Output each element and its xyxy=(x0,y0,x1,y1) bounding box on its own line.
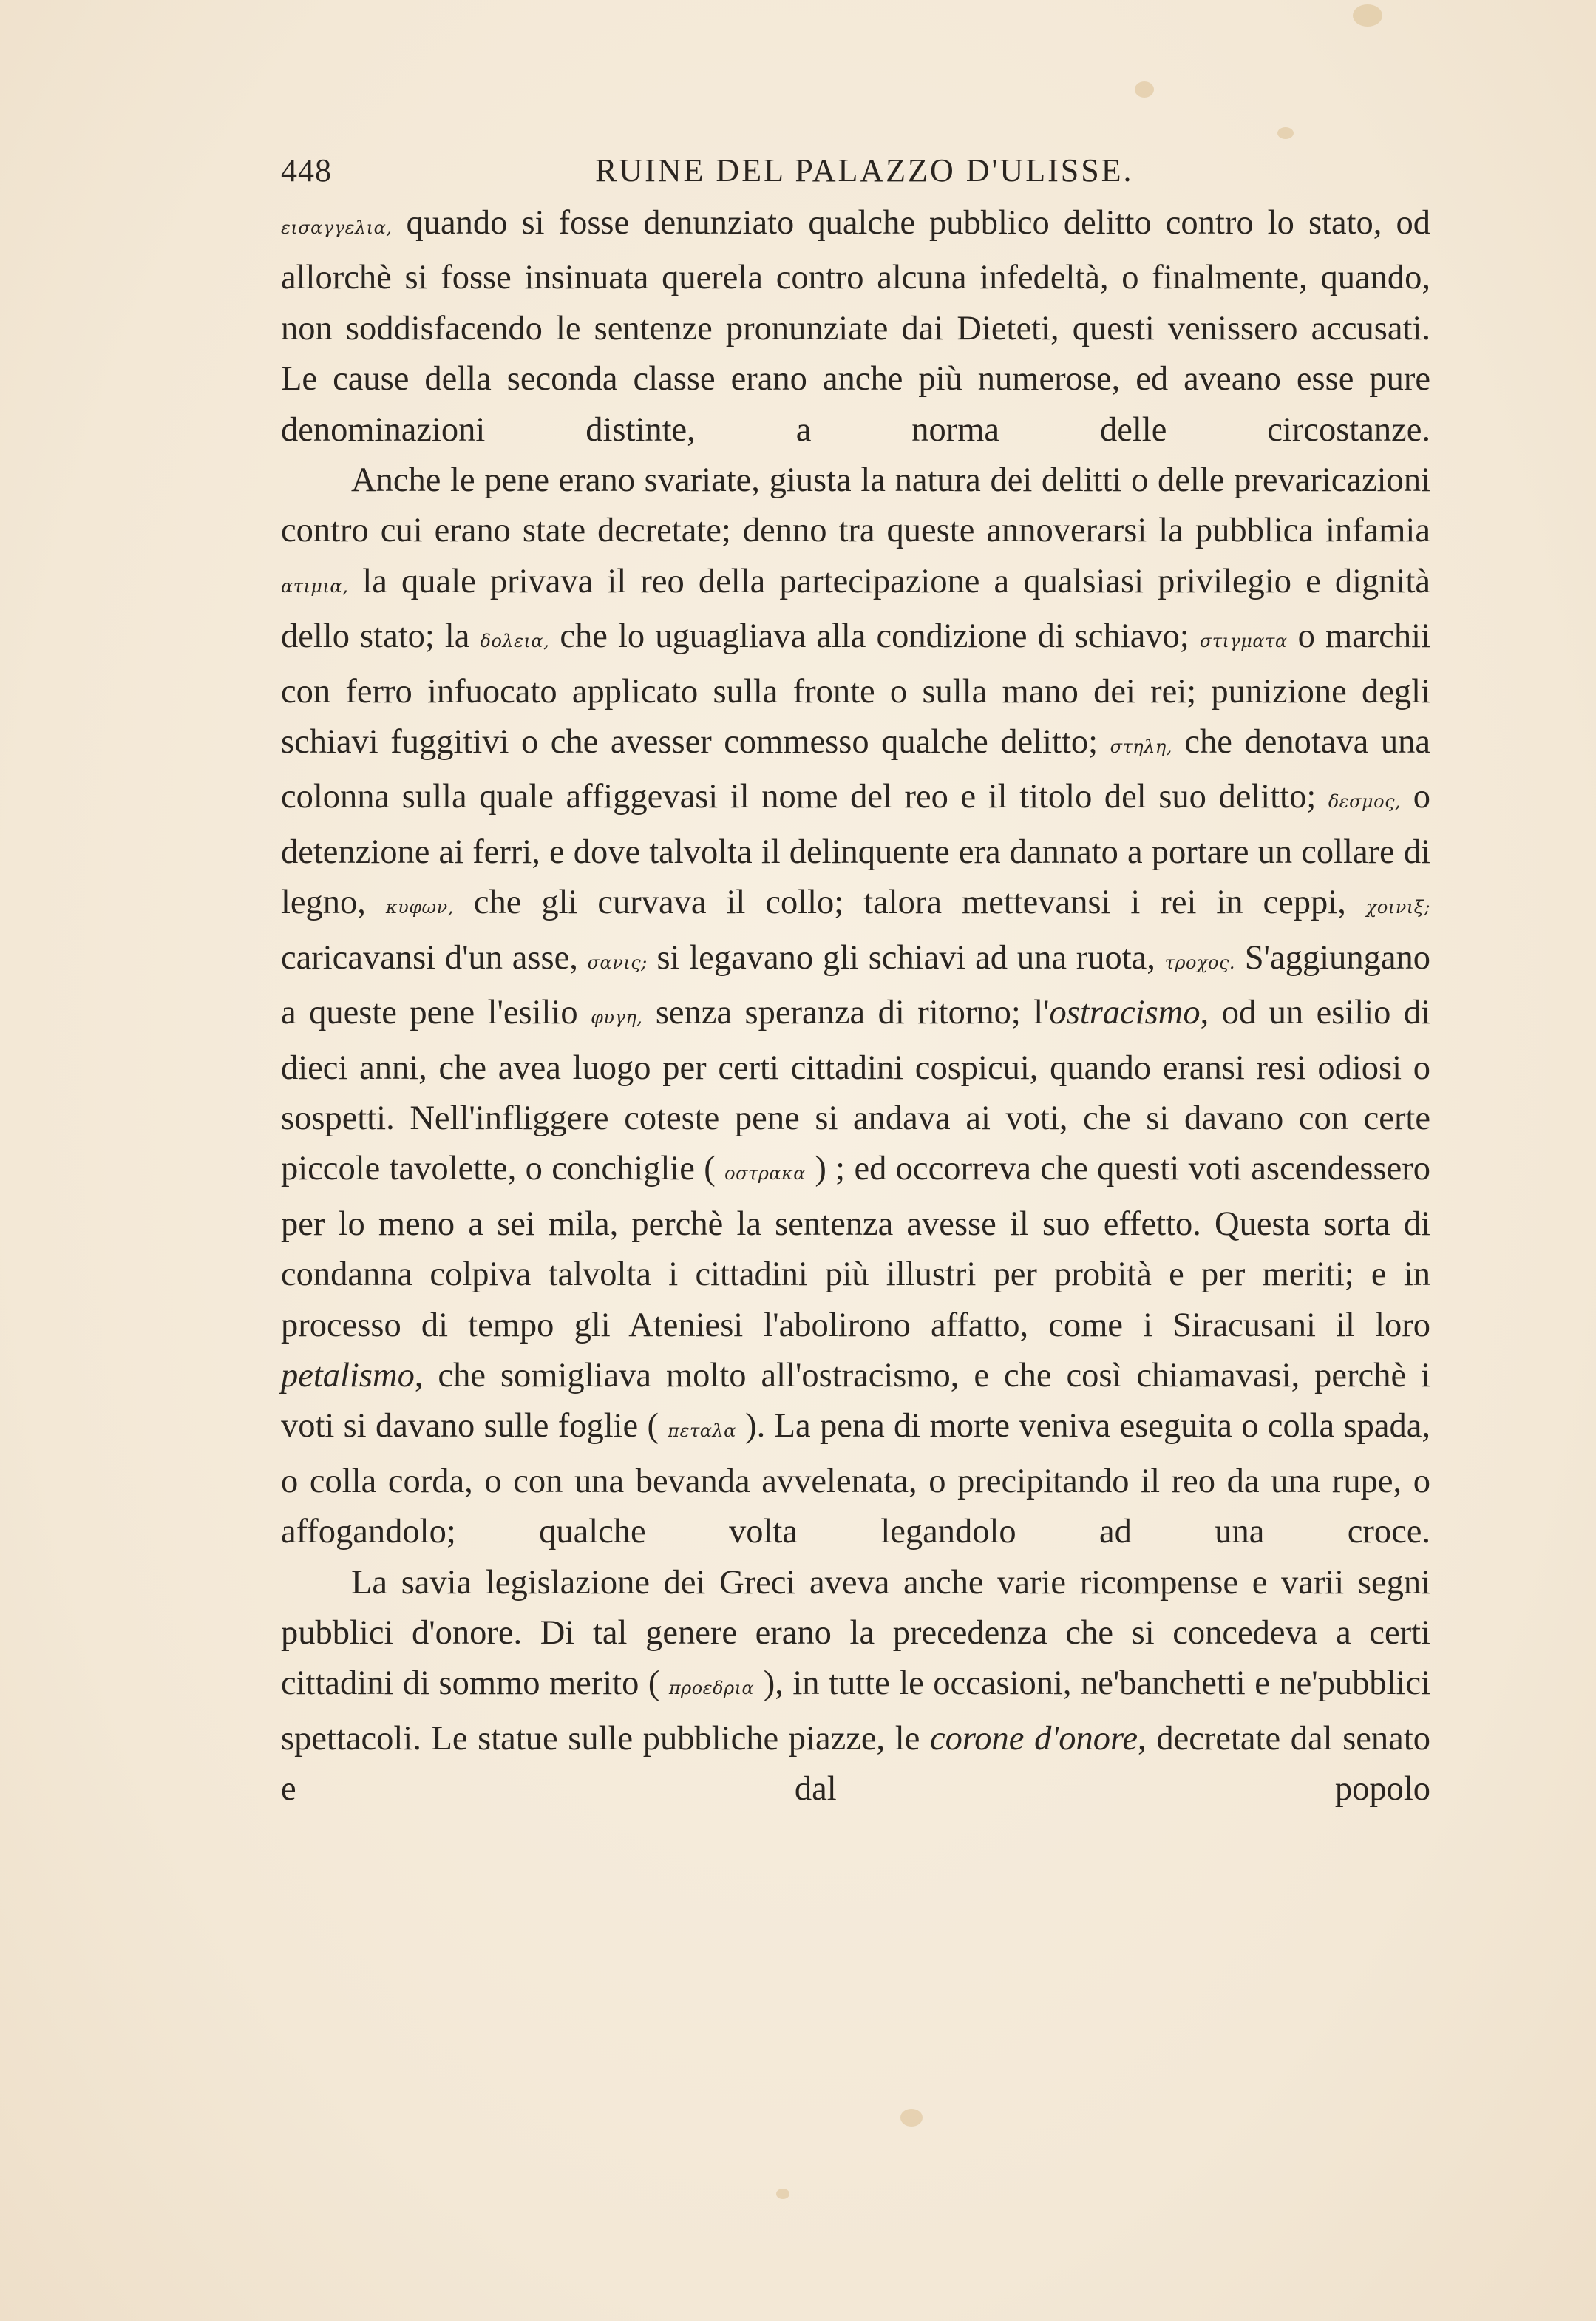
italic-term: petalismo xyxy=(281,1356,415,1395)
text-run: o detenzione ai ferri, e dove talvolta il delinquente era dannato a portare un collare di legno, xyxy=(281,778,1430,922)
greek-term: δολεια, xyxy=(480,631,550,652)
greek-term: φυγη, xyxy=(591,1007,643,1029)
text-run: che gli curvava il collo; talora mettevansi i rei in ceppi, xyxy=(453,884,1366,922)
greek-term: πεταλα xyxy=(668,1420,736,1442)
text-run: ), in tutte le occasioni, ne'banchetti e ne'pubblici spettacoli. Le statue sulle pubbliche piazze, le xyxy=(281,1664,1430,1758)
paragraph-2 xyxy=(281,455,1430,1558)
text-run: , che somigliava molto all'ostracismo, e che così chiamavasi, perchè i voti si davano sulle foglie ( xyxy=(281,1356,1430,1446)
greek-term: εισαγγελια, xyxy=(281,217,393,238)
greek-term: οστρακα xyxy=(724,1163,806,1185)
text-run: , decretate dal senato e dal popolo xyxy=(281,1719,1430,1809)
greek-term: ατιμια, xyxy=(281,575,349,597)
greek-term: δεσμος, xyxy=(1328,791,1402,813)
foxing-spot xyxy=(1277,127,1294,139)
greek-term: χοινιξ; xyxy=(1365,897,1431,918)
page-number: 448 xyxy=(281,152,332,189)
page-header xyxy=(281,152,1434,196)
text-run: che lo uguagliava alla condizione di schiavo; xyxy=(549,617,1200,656)
paragraph-1 xyxy=(281,198,1430,455)
greek-term: στιγματα xyxy=(1199,631,1288,652)
text-run: , od un esilio di dieci anni, che avea luogo per certi cittadini cospicui, quando eransi resi odiosi o sospetti. Nell'infliggere coteste pene si andava ai voti, che si davano con certe piccole tavolette, o conchiglie ( xyxy=(281,994,1431,1188)
text-run: si legavano gli schiavi ad una ruota, xyxy=(647,938,1165,977)
greek-term: στηλη, xyxy=(1110,736,1172,758)
text-run: che denotava una colonna sulla quale affiggevasi il nome del reo e il titolo del suo delitto; xyxy=(281,723,1430,816)
foxing-spot xyxy=(900,2109,923,2127)
greek-term: προεδρια xyxy=(668,1678,755,1699)
text-run: Anche le pene erano svariate, giusta la natura dei delitti o delle prevaricazioni contro cui erano state decretate; denno tra queste annoverarsi la pubblica infamia xyxy=(281,461,1430,550)
text-run: S'aggiungano a queste pene l'esilio xyxy=(281,938,1430,1032)
text-run: o marchii con ferro infuocato applicato sulla fronte o sulla mano dei rei; punizione degli schiavi fuggitivi o che avesser commesso qualche delitto; xyxy=(281,617,1430,762)
italic-term: corone d'onore xyxy=(930,1719,1138,1758)
text-run: ) ; ed occorreva che questi voti ascendessero per lo meno a sei mila, perchè la sentenza avesse il suo effetto. Questa sorta di condanna colpiva talvolta i cittadini più illustri per probità e per meriti; e in processo di tempo gli Ateniesi l'abolirono affatto, come i Siracusani il loro xyxy=(281,1150,1430,1344)
text-run: ). La pena di morte veniva eseguita o colla spada, o colla corda, o con una bevanda avvelenata, o precipitando il reo da una rupe, o affogandolo; qualche volta legandolo ad una croce. xyxy=(281,1407,1430,1551)
text-run: La savia legislazione dei Greci aveva anche varie ricompense e varii segni pubblici d'onore. Di tal genere erano la precedenza che si concedeva a certi cittadini di sommo merito ( xyxy=(281,1563,1430,1703)
text-run: quando si fosse denunziato qualche pubblico delitto contro lo stato, od allorchè si fosse insinuata querela contro alcuna infedeltà, o finalmente, quando, non soddisfacendo le sentenze pronunziate dai Dieteti, questi venissero accusati. Le cause della seconda classe erano anche più numerose, ed aveano esse pure denominazioni distinte, a norma delle circostanze. xyxy=(281,204,1430,449)
paragraph-3 xyxy=(281,1558,1430,1815)
greek-term: σανις; xyxy=(587,952,648,973)
text-run: senza speranza di ritorno; l' xyxy=(642,994,1050,1032)
italic-term: ostracismo xyxy=(1049,994,1201,1032)
foxing-spot xyxy=(1135,81,1154,98)
greek-term: κυφων, xyxy=(385,897,454,918)
running-title: RUINE DEL PALAZZO D'ULISSE. xyxy=(595,152,1134,189)
foxing-spot xyxy=(776,2189,789,2199)
greek-term: τροχος. xyxy=(1164,952,1236,973)
foxing-spot xyxy=(1353,4,1382,27)
text-run: la quale privava il reo della partecipazione a qualsiasi privilegio e dignità dello stato; la xyxy=(281,562,1430,656)
text-run: caricavansi d'un asse, xyxy=(281,938,588,977)
body-text xyxy=(281,198,1430,1815)
